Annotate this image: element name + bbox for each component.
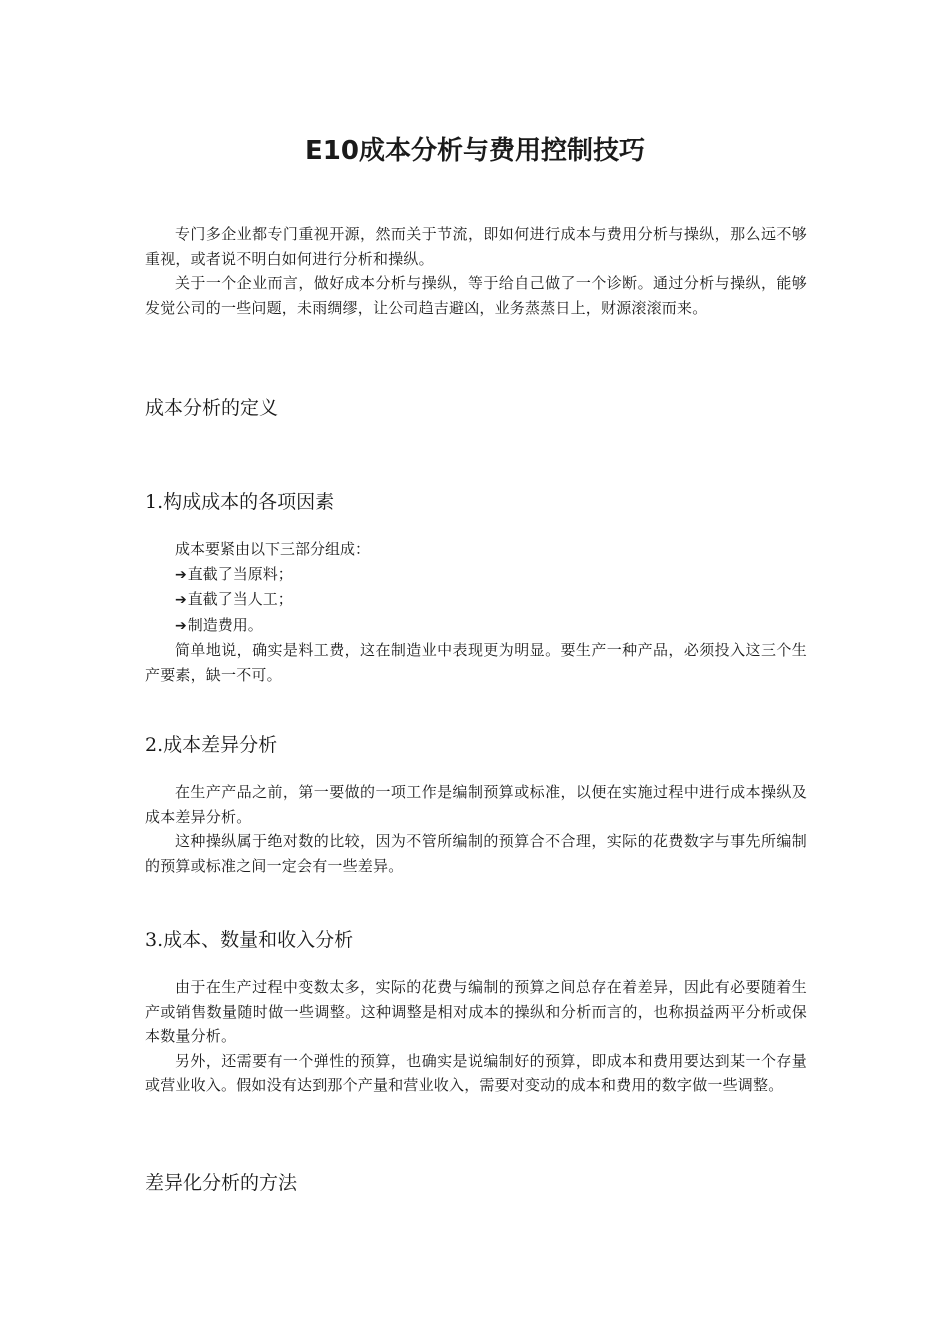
heading-section-1: 1.构成成本的各项因素 bbox=[145, 491, 335, 513]
heading-section-2: 2.成本差异分析 bbox=[145, 734, 278, 756]
page-title: E10成本分析与费用控制技巧 bbox=[305, 136, 645, 166]
section-3-paragraph-1: 由于在生产过程中变数太多，实际的花费与编制的预算之间总存在着差异，因此有必要随着生产或销售数量随时做一些调整。这种调整是相对成本的操纵和分析而言的，也称损益两平分析或保本数量分析。 bbox=[145, 978, 807, 1045]
section-1-paragraph: 简单地说，确实是料工费，这在制造业中表现更为明显。要生产一种产品，必须投入这三个生产要素，缺一不可。 bbox=[145, 641, 807, 684]
arrow-right-icon: ➔ bbox=[175, 617, 187, 634]
list-item: ➔直截了当原料； bbox=[145, 562, 807, 588]
section-1-lead: 成本要紧由以下三部分组成： bbox=[175, 540, 371, 558]
section-2-paragraph-1: 在生产产品之前，第一要做的一项工作是编制预算或标准，以便在实施过程中进行成本操纵及成本差异分析。 bbox=[145, 783, 807, 826]
section-3-body bbox=[145, 975, 807, 1098]
arrow-right-icon: ➔ bbox=[175, 592, 187, 608]
heading-section-3: 3.成本、数量和收入分析 bbox=[145, 929, 354, 951]
arrow-right-icon: ➔ bbox=[175, 566, 187, 583]
list-item: ➔制造费用。 bbox=[145, 613, 807, 639]
heading-methods: 差异化分析的方法 bbox=[145, 1172, 298, 1194]
section-2-body bbox=[145, 780, 807, 878]
heading-definition: 成本分析的定义 bbox=[145, 397, 279, 419]
section-1-body bbox=[145, 537, 807, 687]
intro-block bbox=[145, 222, 807, 320]
intro-paragraph-2: 关于一个企业而言，做好成本分析与操纵，等于给自己做了一个诊断。通过分析与操纵，能够发觉公司的一些问题，未雨绸缪，让公司趋吉避凶，业务蒸蒸日上，财源滚滚而来。 bbox=[145, 274, 807, 317]
intro-paragraph-1: 专门多企业都专门重视开源，然而关于节流，即如何进行成本与费用分析与操纵，那么远不够重视，或者说不明白如何进行分析和操纵。 bbox=[145, 225, 807, 268]
section-3-paragraph-2: 另外，还需要有一个弹性的预算，也确实是说编制好的预算，即成本和费用要达到某一个存量或营业收入。假如没有达到那个产量和营业收入，需要对变动的成本和费用的数字做一些调整。 bbox=[145, 1051, 807, 1094]
section-2-paragraph-2: 这种操纵属于绝对数的比较，因为不管所编制的预算合不合理，实际的花费数字与事先所编制的预算或标准之间一定会有一些差异。 bbox=[145, 832, 807, 875]
list-item: ➔直截了当人工； bbox=[145, 587, 807, 613]
